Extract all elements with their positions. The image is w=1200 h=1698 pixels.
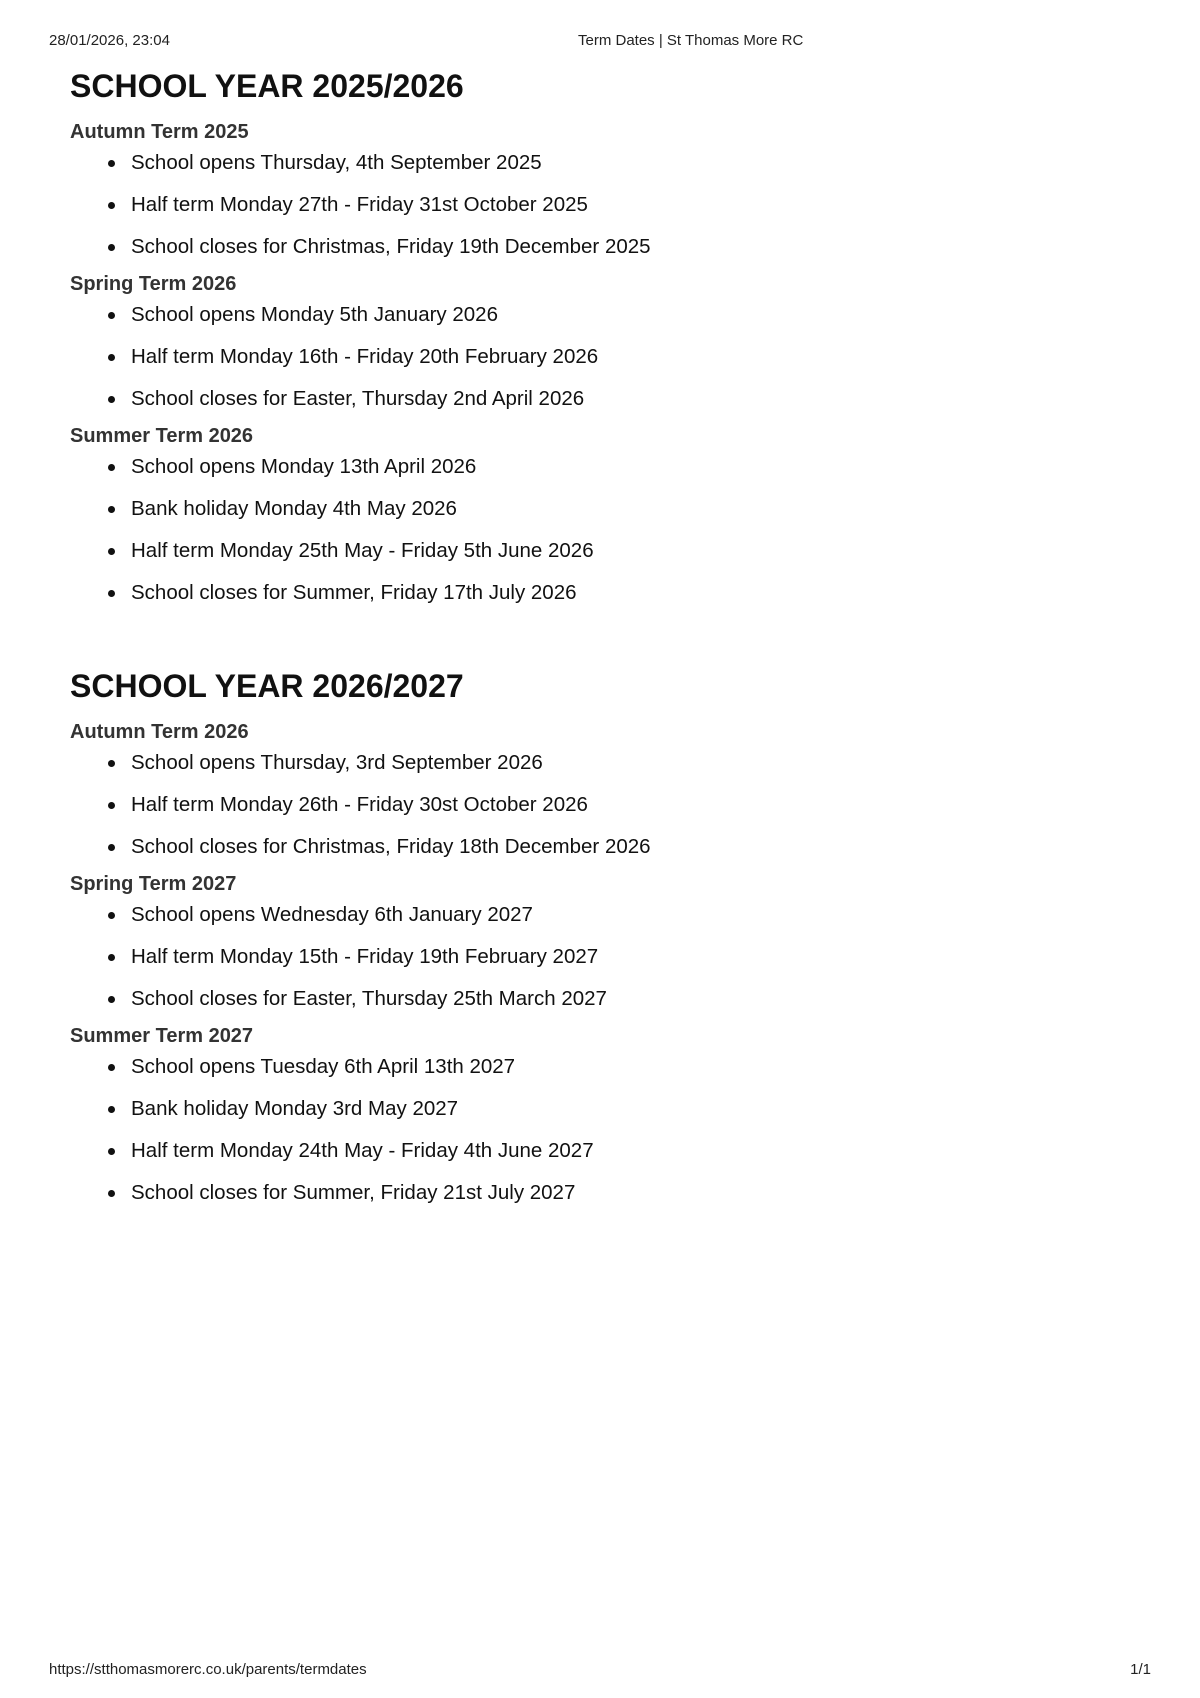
term-event-text: Half term Monday 16th - Friday 20th February 2026 [131,345,599,368]
term-event [108,538,1070,564]
bullet-icon [108,802,115,809]
term-event-text: Bank holiday Monday 3rd May 2027 [131,1097,459,1120]
term-title: Spring Term 2026 [70,273,237,295]
term-event [108,454,1070,480]
term-event-text: School closes for Summer, Friday 17th July 2026 [131,581,577,604]
term-event [108,344,1070,370]
term-title: Summer Term 2026 [70,425,254,447]
term-event [108,792,1070,818]
term-event-text: Bank holiday Monday 4th May 2026 [131,497,457,520]
term-event [108,1138,1070,1164]
print-header [49,32,1151,52]
term-event-text: Half term Monday 24th May - Friday 4th June 2027 [131,1139,594,1162]
bullet-icon [108,312,115,319]
term-event [108,302,1070,328]
bullet-icon [108,1064,115,1071]
term-event-text: School closes for Easter, Thursday 25th March 2027 [131,987,607,1010]
term-event-text: Half term Monday 15th - Friday 19th February 2027 [131,945,599,968]
term-events-list [70,454,1070,606]
bullet-icon [108,202,115,209]
term-event [108,1054,1070,1080]
term-event-text: School closes for Easter, Thursday 2nd April 2026 [131,387,585,410]
term-events-list [70,750,1070,860]
term-title: Spring Term 2027 [70,873,237,895]
term-event [108,234,1070,260]
bullet-icon [108,590,115,597]
school-year-title: SCHOOL YEAR 2025/2026 [70,68,464,104]
bullet-icon [108,160,115,167]
bullet-icon [108,354,115,361]
bullet-icon [108,1190,115,1197]
print-footer [49,1661,1151,1681]
term-event-text: School opens Monday 13th April 2026 [131,455,477,478]
bullet-icon [108,996,115,1003]
school-year-title: SCHOOL YEAR 2026/2027 [70,668,464,704]
term-event [108,496,1070,522]
bullet-icon [108,844,115,851]
bullet-icon [108,1148,115,1155]
term-event [108,986,1070,1012]
term-event [108,150,1070,176]
term-event-text: School opens Tuesday 6th April 13th 2027 [131,1055,516,1078]
term-title: Autumn Term 2026 [70,721,249,743]
bullet-icon [108,760,115,767]
term-event-text: School closes for Summer, Friday 21st July 2027 [131,1181,576,1204]
print-page-title: Term Dates | St Thomas More RC [578,32,804,49]
term-event [108,386,1070,412]
term-event-text: School closes for Christmas, Friday 18th December 2026 [131,835,651,858]
term-event [108,902,1070,928]
term-event-text: Half term Monday 27th - Friday 31st October 2025 [131,193,588,216]
term-event-text: School opens Thursday, 3rd September 2026 [131,751,543,774]
term-event-text: School opens Monday 5th January 2026 [131,303,498,326]
term-event-text: Half term Monday 25th May - Friday 5th June 2026 [131,539,594,562]
bullet-icon [108,548,115,555]
bullet-icon [108,954,115,961]
school-year-section [70,64,1070,606]
term-events-list [70,1054,1070,1206]
term-event [108,834,1070,860]
term-event-text: Half term Monday 26th - Friday 30st October 2026 [131,793,588,816]
term-events-list [70,302,1070,412]
bullet-icon [108,244,115,251]
bullet-icon [108,912,115,919]
term-event [108,750,1070,776]
print-page-number: 1/1 [1130,1661,1151,1678]
bullet-icon [108,506,115,513]
term-events-list [70,902,1070,1012]
bullet-icon [108,1106,115,1113]
term-event-text: School opens Thursday, 4th September 2025 [131,151,542,174]
bullet-icon [108,396,115,403]
term-event [108,580,1070,606]
bullet-icon [108,464,115,471]
term-title: Summer Term 2027 [70,1025,254,1047]
school-year-section [70,664,1070,1206]
term-dates-content [70,64,1070,1264]
term-event-text: School closes for Christmas, Friday 19th December 2025 [131,235,651,258]
term-event [108,944,1070,970]
term-title: Autumn Term 2025 [70,121,249,143]
term-event [108,1180,1070,1206]
term-event [108,192,1070,218]
print-timestamp: 28/01/2026, 23:04 [49,32,170,49]
term-event [108,1096,1070,1122]
print-url: https://stthomasmorerc.co.uk/parents/termdates [49,1661,367,1678]
term-events-list [70,150,1070,260]
term-event-text: School opens Wednesday 6th January 2027 [131,903,533,926]
